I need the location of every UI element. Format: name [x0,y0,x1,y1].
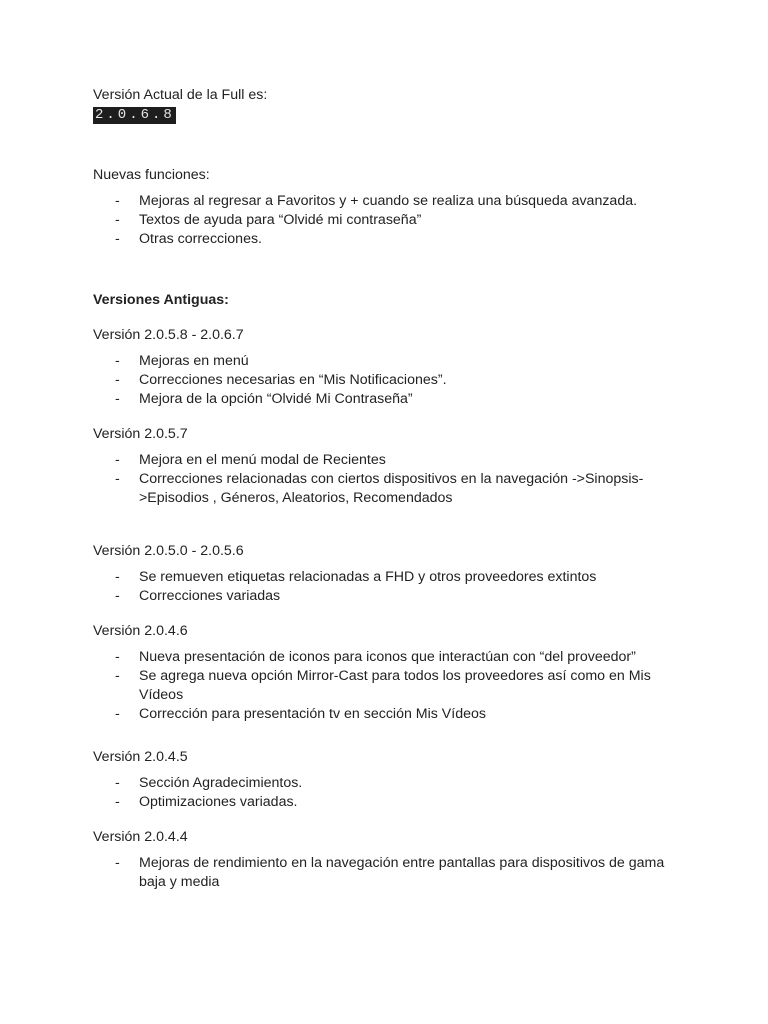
bullet-dash: - [115,471,120,487]
version-section [93,542,693,606]
bullet-dash: - [115,775,120,791]
list-item-text: Se remueven etiquetas relacionadas a FHD y otros proveedores extintos [139,569,597,585]
list-item-text: Mejoras de rendimiento en la navegación entre pantallas para dispositivos de gama baja y media [139,855,665,890]
list-item [93,587,693,606]
old-versions-heading: Versiones Antiguas: [93,292,229,308]
list-item-text: Otras correcciones. [139,231,262,247]
version-items [93,568,693,606]
list-item [93,854,693,892]
new-features-list [93,192,693,249]
list-item-text: Correcciones variadas [139,588,281,604]
new-features-heading: Nuevas funciones: [93,167,210,183]
version-items [93,352,693,409]
list-item-text: Mejoras al regresar a Favoritos y + cuando se realiza una búsqueda avanzada. [139,193,638,209]
list-item [93,774,693,793]
list-item-text: Nueva presentación de iconos para iconos que interactúan con “del proveedor” [139,649,636,665]
bullet-dash: - [115,452,120,468]
list-item-text: Se agrega nueva opción Mirror-Cast para todos los proveedores así como en Mis Vídeos [139,668,651,703]
bullet-dash: - [115,588,120,604]
list-item [93,390,693,409]
list-item [93,568,693,587]
version-title: Versión 2.0.5.0 - 2.0.5.6 [93,543,244,559]
version-title: Versión 2.0.4.5 [93,749,188,765]
bullet-dash: - [115,372,120,388]
list-item-text: Mejoras en menú [139,353,249,369]
list-item-text: Correcciones relacionadas con ciertos dispositivos en la navegación ->Sinopsis->Episodios , Géneros, Aleatorios, Recomendados [139,471,644,506]
version-title: Versión 2.0.4.4 [93,829,188,845]
version-section [93,622,693,724]
version-section [93,425,693,508]
bullet-dash: - [115,855,120,871]
list-item-text: Optimizaciones variadas. [139,794,298,810]
list-item [93,705,693,724]
list-item-text: Corrección para presentación tv en sección Mis Vídeos [139,706,486,722]
version-section [93,326,693,409]
version-title: Versión 2.0.4.6 [93,623,188,639]
list-item [93,451,693,470]
list-item [93,667,693,705]
list-item [93,352,693,371]
version-items [93,854,693,892]
current-version-label: Versión Actual de la Full es: [93,87,268,103]
document-page [93,86,693,892]
bullet-dash: - [115,353,120,369]
list-item-text: Mejora en el menú modal de Recientes [139,452,386,468]
version-title: Versión 2.0.5.8 - 2.0.6.7 [93,327,244,343]
current-version-code: 2.0.6.8 [95,107,175,123]
list-item [93,211,693,230]
bullet-dash: - [115,193,120,209]
list-item [93,470,693,508]
list-item-text: Sección Agradecimientos. [139,775,303,791]
list-item-text: Correcciones necesarias en “Mis Notificaciones”. [139,372,447,388]
version-section [93,748,693,812]
list-item-text: Mejora de la opción “Olvidé Mi Contraseña” [139,391,413,407]
bullet-dash: - [115,569,120,585]
list-item [93,648,693,667]
bullet-dash: - [115,794,120,810]
bullet-dash: - [115,391,120,407]
bullet-dash: - [115,649,120,665]
list-item [93,793,693,812]
version-items [93,451,693,508]
bullet-dash: - [115,212,120,228]
list-item-text: Textos de ayuda para “Olvidé mi contraseña” [139,212,422,228]
list-item [93,371,693,390]
list-item [93,192,693,211]
bullet-dash: - [115,668,120,684]
version-title: Versión 2.0.5.7 [93,426,188,442]
list-item [93,230,693,249]
bullet-dash: - [115,231,120,247]
version-section [93,828,693,892]
bullet-dash: - [115,706,120,722]
version-items [93,648,693,724]
version-items [93,774,693,812]
